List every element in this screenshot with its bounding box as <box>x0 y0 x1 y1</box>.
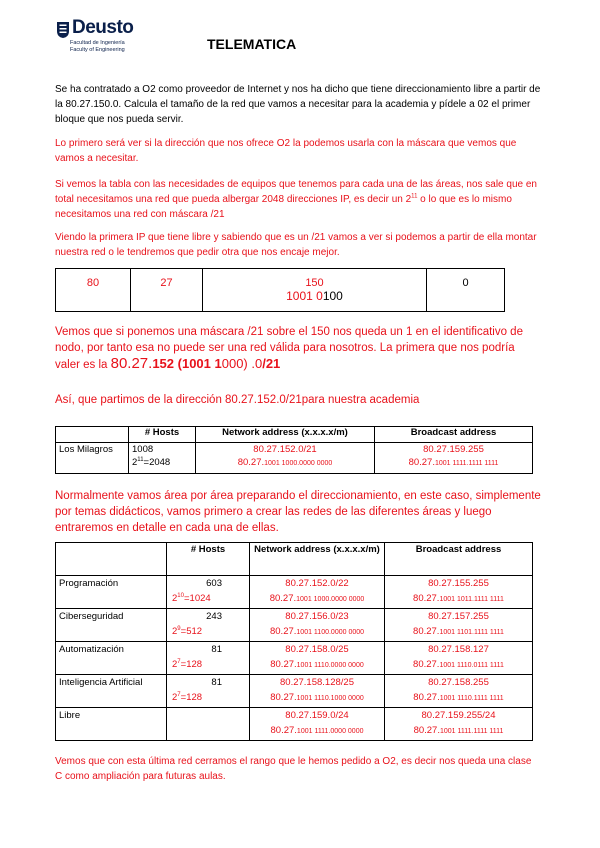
table-row <box>56 576 533 609</box>
summary-table <box>55 426 533 474</box>
paragraph-6: Normalmente vamos área por área preparando el direccionamiento, en este caso, simplemente por temas didácticos, vamos primero a crear las redes de las diferentes áreas y luego entraremos en detalle en cada una de ellas. <box>55 490 541 534</box>
area-hosts <box>167 708 250 741</box>
area-hosts: 243 $2^9=512$ <box>167 609 250 642</box>
octet-table <box>55 268 505 312</box>
table-row <box>56 609 533 642</box>
octet-2: 27 <box>131 269 203 312</box>
area-network: 80.27.156.0/23 80.27.1001 1100.0000 0000 <box>250 609 385 642</box>
octet-4: 0 <box>427 269 505 312</box>
area-network: 80.27.152.0/22 80.27.1001 1000.0000 0000 <box>250 576 385 609</box>
table-row <box>56 675 533 708</box>
octet-3: 150 1001 0100 <box>203 269 427 312</box>
paragraph-4: Vemos que si ponemos una máscara /21 sobre el 150 nos queda un 1 en el identificativo de nodo, por tanto esa no puede ser una red válida para nosotros. La primera que nos podría valer es la 80.27.152 (1001 1000) .0/21 <box>55 326 523 372</box>
col-hosts: # Hosts <box>167 543 250 576</box>
area-broadcast: 80.27.158.127 80.27.1001 1110.0111 1111 <box>385 642 533 675</box>
table-row <box>56 708 533 741</box>
area-name: Inteligencia Artificial <box>56 675 167 708</box>
area-network: 80.27.159.0/24 80.27.1001 1111.0000 0000 <box>250 708 385 741</box>
col-network: Network address (x.x.x.x/m) <box>250 543 385 576</box>
table-row: Los Milagros 1008 $2^{11}=2048$ 80.27.152.0/21 80.27.1001 1000.0000 0000 80.27.159.255 80.27.1001 1111.1111 1111 <box>56 443 533 474</box>
col-hosts: # Hosts <box>129 427 196 443</box>
paragraph-2: Si vemos la tabla con las necesidades de equipos que tenemos para cada una de las áreas, nos sale que en total necesitamos una red que pueda albergar 2048 direcciones IP, es decir un $2^{11}$ o lo que es lo mismo necesitamos una red con máscara /21 <box>55 179 537 220</box>
col-broadcast: Broadcast address <box>375 427 533 443</box>
col-broadcast: Broadcast address <box>385 543 533 576</box>
area-name: Ciberseguridad <box>56 609 167 642</box>
paragraph-1: Lo primero será ver si la dirección que nos ofrece O2 la podemos usarla con la máscara que vemos que vamos a necesitar. <box>55 138 517 164</box>
area-network: 80.27.158.128/25 80.27.1001 1110.1000 0000 <box>250 675 385 708</box>
area-hosts: 81 $2^7=128$ <box>167 642 250 675</box>
paragraph-7: Vemos que con esta última red cerramos el rango que le hemos pedido a O2, es decir nos queda una clase C como ampliación para futuras aulas. <box>55 756 532 782</box>
area-broadcast: 80.27.155.255 80.27.1001 1011.1111 1111 <box>385 576 533 609</box>
table-row <box>56 642 533 675</box>
page-title: TELEMATICA <box>207 36 297 52</box>
area-hosts: 603 $2^{10}=1024$ <box>167 576 250 609</box>
col-network: Network address (x.x.x.x/m) <box>196 427 375 443</box>
logo-subtitle: Facultad de Ingeniería Faculty of Engineering <box>70 40 125 53</box>
area-name: Libre <box>56 708 167 741</box>
area-broadcast: 80.27.159.255/24 80.27.1001 1111.1111 1111 <box>385 708 533 741</box>
area-name: Programación <box>56 576 167 609</box>
deusto-logo-icon <box>57 22 69 38</box>
paragraph-3: Viendo la primera IP que tiene libre y sabiendo que es un /21 vamos a ver si podemos a partir de ella montar nuestra red o le tendremos que pedir otra que nos encaje mejor. <box>55 232 537 258</box>
area-hosts: 81 $2^7=128$ <box>167 675 250 708</box>
area-broadcast: 80.27.157.255 80.27.1001 1101.1111 1111 <box>385 609 533 642</box>
area-name: Automatización <box>56 642 167 675</box>
areas-table <box>55 542 533 741</box>
paragraph-5: Así, que partimos de la dirección 80.27.152.0/21para nuestra academia <box>55 394 420 406</box>
logo-wordmark: Deusto <box>72 17 134 38</box>
area-broadcast: 80.27.158.255 80.27.1001 1110.1111 1111 <box>385 675 533 708</box>
area-network: 80.27.158.0/25 80.27.1001 1110.0000 0000 <box>250 642 385 675</box>
octet-1: 80 <box>56 269 131 312</box>
intro-paragraph: Se ha contratado a O2 como proveedor de Internet y nos ha dicho que tiene direccionamiento libre a partir de la 80.27.150.0. Calcula el tamaño de la red que vamos a necesitar para la academia y pídele a 02 el primer bloque que nos pueda servir. <box>55 84 541 125</box>
